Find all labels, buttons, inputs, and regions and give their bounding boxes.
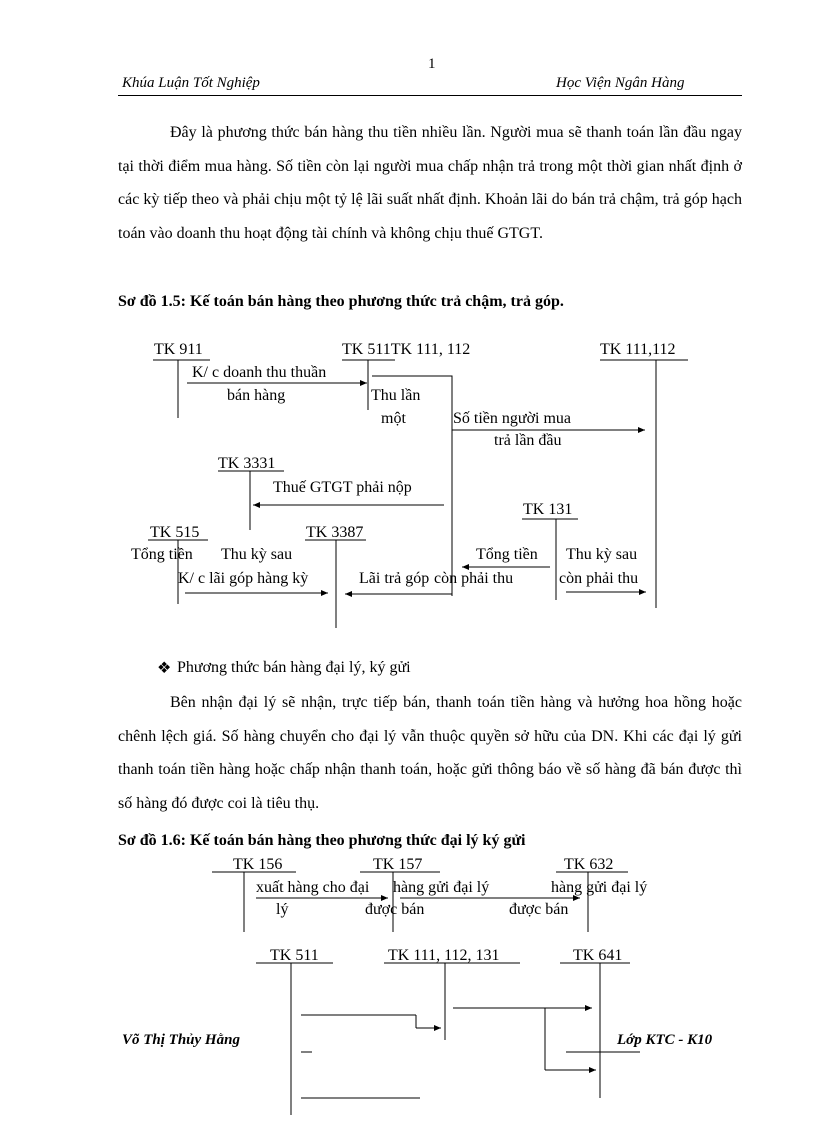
- thu-lan-label: Thu lần: [371, 387, 421, 404]
- tk-111-112-right-label: TK 111,112: [600, 341, 676, 358]
- tk-111-112-131-label: TK 111, 112, 131: [388, 947, 500, 964]
- hang-gui-1-label: hàng gửi đại lý: [393, 879, 490, 896]
- tk-131-label: TK 131: [523, 501, 573, 518]
- tk-156-label: TK 156: [233, 856, 283, 873]
- header-left: Khúa Luận Tốt Nghiệp: [122, 75, 260, 91]
- tk-632-label: TK 632: [564, 856, 614, 873]
- tk-911-label: TK 911: [154, 341, 203, 358]
- thu-ky-sau-left-label: Thu kỳ sau: [221, 546, 293, 563]
- duoc-ban-2-label: được bán: [509, 901, 569, 918]
- diagram-1-title: Sơ đồ 1.5: Kế toán bán hàng theo phương thức trả chậm, trả góp.: [118, 293, 564, 310]
- page-number: 1: [428, 56, 436, 72]
- tk-511-label: TK 511: [270, 947, 319, 964]
- tk-515-label: TK 515: [150, 524, 200, 541]
- tk-641-label: TK 641: [573, 947, 623, 964]
- xuat-hang-label: xuất hàng cho đại: [256, 879, 370, 896]
- so-tien-nguoi-mua-label: Số tiền người mua: [453, 410, 572, 427]
- thu-ky-sau-right-label: Thu kỳ sau: [566, 546, 638, 563]
- tk-3331-label: TK 3331: [218, 455, 276, 472]
- mot-label: một: [381, 410, 406, 427]
- kc-lai-gop-label: K/ c lãi góp hàng kỳ: [178, 570, 309, 587]
- bullet-heading: Phương thức bán hàng đại lý, ký gửi: [177, 659, 411, 676]
- tra-lan-dau-label: trả lần đầu: [494, 432, 562, 449]
- tk-3387-label: TK 3387: [306, 524, 364, 541]
- tk-511-111-label: TK 511TK 111, 112: [342, 341, 471, 358]
- hang-gui-2-label: hàng gửi đại lý: [551, 879, 648, 896]
- footer-left: Võ Thị Thủy Hằng: [122, 1032, 240, 1048]
- tong-tien-left-label: Tổng tiền: [131, 546, 193, 563]
- ly-label: lý: [276, 901, 289, 918]
- tong-tien-right-label: Tổng tiền: [476, 546, 538, 563]
- bullet-icon: ❖: [157, 660, 172, 677]
- diagram-2-title: Sơ đồ 1.6: Kế toán bán hàng theo phương thức đại lý ký gửi: [118, 832, 526, 849]
- kc-doanh-thu-label: K/ c doanh thu thuần: [192, 364, 327, 381]
- con-phai-thu-left-label: còn phải thu: [434, 570, 514, 587]
- paragraph-installment: Đây là phương thức bán hàng thu tiền nhiều lần. Người mua sẽ thanh toán lần đầu ngay tại thời điểm mua hàng. Số tiền còn lại người mua chấp nhận trả trong một thời gian nhất định ở các kỳ tiếp theo và phải chịu một tỷ lệ lãi suất nhất định. Khoản lãi do bán trả chậm, trả góp hạch toán vào doanh thu hoạt động tài chính và không chịu thuế GTGT.: [118, 124, 742, 242]
- ban-hang-label: bán hàng: [227, 387, 286, 404]
- duoc-ban-1-label: được bán: [365, 901, 425, 918]
- footer-right: Lớp KTC - K10: [617, 1032, 713, 1048]
- paragraph-consignment: Bên nhận đại lý sẽ nhận, trực tiếp bán, thanh toán tiền hàng và hưởng hoa hồng hoặc chênh lệch giá. Số hàng chuyển cho đại lý vẫn thuộc quyền sở hữu của DN. Khi các đại lý gửi thanh toán tiền hàng hoặc chấp nhận thanh toán, hoặc gửi thông báo về số hàng đã bán được thì số hàng đó được coi là tiêu thụ.: [118, 694, 742, 812]
- tk-157-label: TK 157: [373, 856, 423, 873]
- con-phai-thu-right-label: còn phải thu: [559, 570, 639, 587]
- header-right: Học Viện Ngân Hàng: [556, 75, 685, 91]
- thue-gtgt-label: Thuế GTGT phải nộp: [273, 479, 412, 496]
- lai-tra-gop-label: Lãi trả góp: [359, 570, 430, 587]
